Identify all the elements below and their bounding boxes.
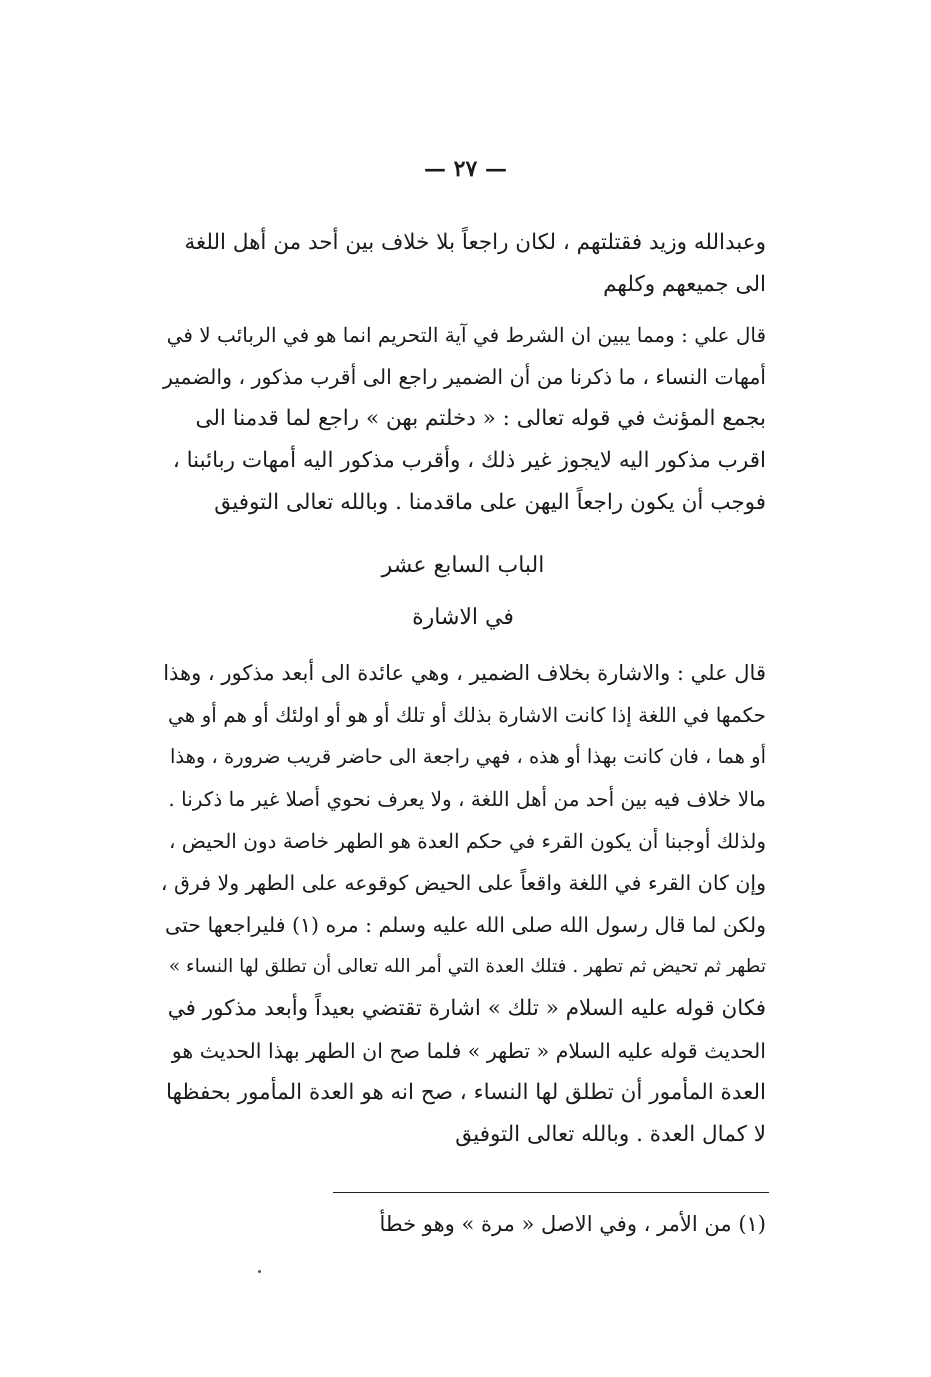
text-line: اقرب مذكور اليه لايجوز غير ذلك ، وأقرب مذكور اليه أمهات ربائبنا ،	[172, 448, 766, 473]
paragraph-3	[160, 652, 766, 1156]
page-number: — ٢٧ —	[424, 156, 507, 182]
text-line: مالا خلاف فيه بين أحد من أهل اللغة ، ولا يعرف نحوي أصلا غير ما ذكرنا .	[168, 787, 766, 811]
text-line: ولكن لما قال رسول الله صلى الله عليه وسلم : مره (١) فليراجعها حتى	[165, 913, 766, 937]
paragraph-2	[160, 314, 766, 524]
text-line: قال علي : ومما يبين ان الشرط في آية التحريم انما هو في الربائب لا في	[166, 323, 766, 347]
text-line: حكمها في اللغة إذا كانت الاشارة بذلك أو تلك أو هو أو اولئك أو هم أو هي	[168, 703, 766, 727]
text-line: وعبدالله وزيد فقتلتهم ، لكان راجعاً بلا خلاف بين أحد من أهل اللغة	[184, 230, 766, 255]
text-line: الى جميعهم وكلهم	[603, 272, 766, 297]
chapter-title: الباب السابع عشر	[381, 553, 545, 578]
text-line: أو هما ، فان كانت بهذا أو هذه ، فهي راجعة الى حاضر قريب ضرورة ، وهذا	[169, 745, 766, 768]
text-line: ولذلك أوجبنا أن يكون القرء في حكم العدة هو الطهر خاصة دون الحيض ،	[168, 829, 766, 853]
text-line: فوجب أن يكون راجعاً اليهن على ماقدمنا . وبالله تعالى التوفيق	[214, 490, 766, 515]
text-line: فكان قوله عليه السلام « تلك » اشارة تقتضي بعيداً وأبعد مذكور في	[167, 996, 766, 1021]
paragraph-1	[160, 222, 766, 306]
scan-speck	[258, 1270, 261, 1273]
text-line: قال علي : والاشارة بخلاف الضمير ، وهي عائدة الى أبعد مذكور ، وهذا	[163, 661, 766, 685]
text-line: بجمع المؤنث في قوله تعالى : « دخلتم بهن » راجع لما قدمنا الى	[195, 406, 766, 431]
text-line: العدة المأمور أن تطلق لها النساء ، صح انه هو العدة المأمور بحفظها	[165, 1080, 766, 1105]
text-line: وإن كان القرء في اللغة واقعاً على الحيض كوقوعه على الطهر ولا فرق ،	[160, 871, 766, 895]
footnote: (١) من الأمر ، وفي الاصل « مرة » وهو خطأ	[379, 1212, 766, 1236]
chapter-subtitle: في الاشارة	[412, 605, 514, 630]
text-line: لا كمال العدة . وبالله تعالى التوفيق	[455, 1122, 766, 1147]
text-line: الحديث قوله عليه السلام « تطهر » فلما صح ان الطهر بهذا الحديث هو	[171, 1039, 766, 1063]
footnote-divider	[333, 1192, 769, 1193]
text-line: أمهات النساء ، ما ذكرنا من أن الضمير راجع الى أقرب مذكور ، والضمير	[163, 365, 766, 389]
text-line: تطهر ثم تحيض ثم تطهر . فتلك العدة التي أمر الله تعالى أن تطلق لها النساء »	[168, 956, 766, 977]
